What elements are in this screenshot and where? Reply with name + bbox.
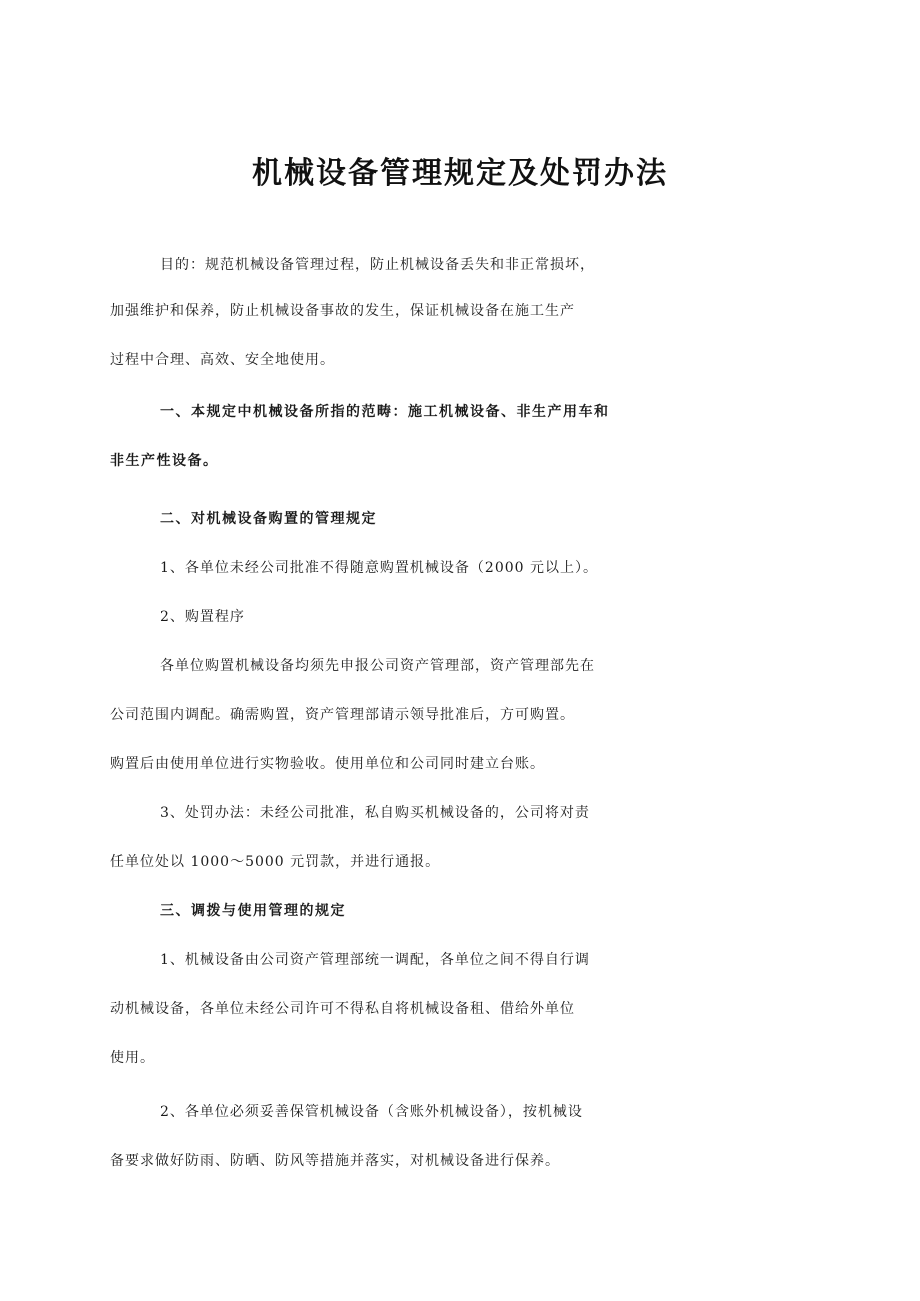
purpose-line-1: 目的：规范机械设备管理过程，防止机械设备丢失和非正常损坏， [160, 257, 595, 273]
procedure-line-3: 购置后由使用单位进行实物验收。使用单位和公司同时建立台账。 [110, 756, 545, 772]
procedure-line-1: 各单位购置机械设备均须先申报公司资产管理部，资产管理部先在 [160, 658, 595, 674]
section-2-item-1: 1、各单位未经公司批准不得随意购置机械设备（2000 元以上）。 [160, 560, 598, 576]
section-1-heading-line-1: 一、本规定中机械设备所指的范畴：施工机械设备、非生产用车和 [160, 404, 610, 420]
purpose-line-2: 加强维护和保养，防止机械设备事故的发生，保证机械设备在施工生产 [110, 303, 575, 319]
section-3-item-1-line-1: 1、机械设备由公司资产管理部统一调配，各单位之间不得自行调 [160, 952, 590, 968]
document-title: 机械设备管理规定及处罚办法 [252, 156, 668, 191]
section-2-item-3-line-1: 3、处罚办法：未经公司批准，私自购买机械设备的，公司将对责 [160, 805, 590, 821]
section-3-item-2-line-1: 2、各单位必须妥善保管机械设备（含账外机械设备），按机械设 [160, 1104, 583, 1120]
section-3-item-2-line-2: 备要求做好防雨、防晒、防风等措施并落实，对机械设备进行保养。 [110, 1153, 560, 1169]
section-2-item-3-line-2: 任单位处以 1000～5000 元罚款，并进行通报。 [110, 854, 441, 870]
section-2-item-2: 2、购置程序 [160, 609, 245, 625]
procedure-line-2: 公司范围内调配。确需购置，资产管理部请示领导批准后，方可购置。 [110, 707, 575, 723]
section-2-heading: 二、对机械设备购置的管理规定 [160, 511, 377, 527]
section-3-heading: 三、调拨与使用管理的规定 [160, 903, 346, 919]
section-3-item-1-line-2: 动机械设备，各单位未经公司许可不得私自将机械设备租、借给外单位 [110, 1001, 575, 1017]
section-3-item-1-line-3: 使用。 [110, 1050, 155, 1066]
section-1-heading-line-2: 非生产性设备。 [110, 453, 219, 469]
purpose-line-3: 过程中合理、高效、安全地使用。 [110, 352, 335, 368]
